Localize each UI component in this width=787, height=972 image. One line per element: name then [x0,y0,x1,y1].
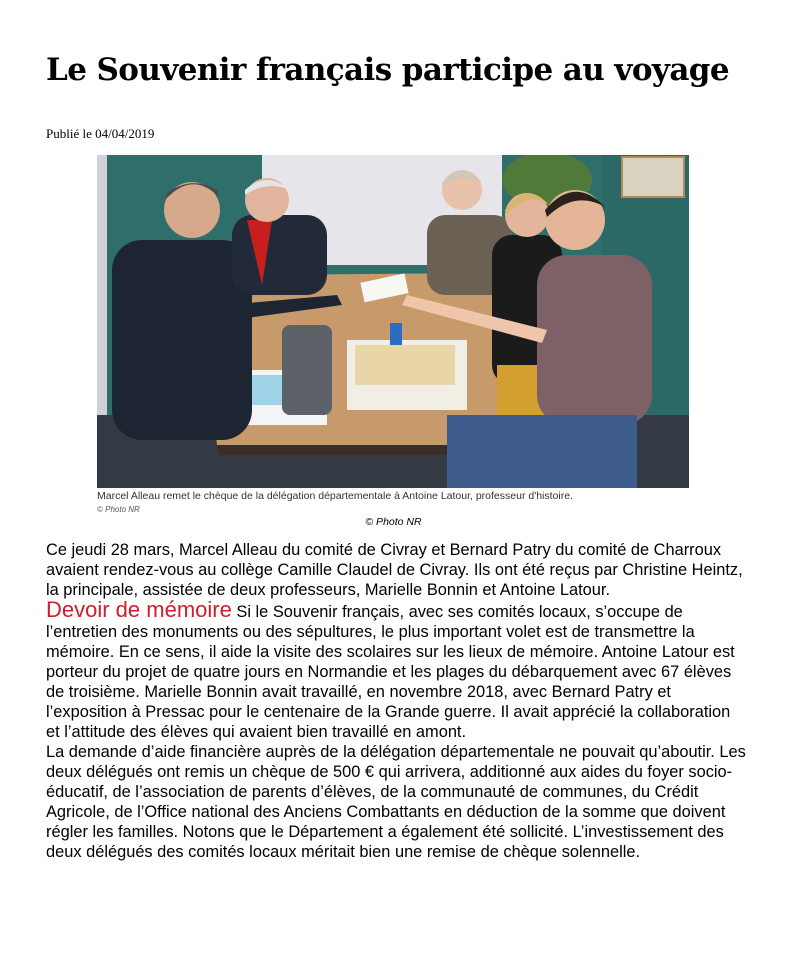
photo-credit: © Photo NR [365,516,422,528]
article-headline: Le Souvenir français participe au voyage [46,52,730,88]
article-photo [97,155,689,488]
subheading-devoir-de-memoire: Devoir de mémoire [46,597,232,622]
paragraph-devoir [46,597,746,742]
photo-caption-credit: © Photo NR [97,505,140,514]
photo-illustration [97,155,689,488]
paragraph-funding: La demande d’aide financière auprès de la délégation départementale ne pouvait qu’aboutir. Les deux délégués ont remis un chèque de 500 € qui arrivera, additionné aux aides du foyer socio-éducatif, de l’association de parents d’élèves, de la communauté de communes, du Crédit Agricole, de l’Office national des Anciens Combattants en déduction de la somme que doivent régler les familles. Notons que le Département a également été sollicité. L’investissement des deux délégués des comités locaux méritait bien une remise de chèque solennelle. [46,743,746,861]
article-body [46,540,746,862]
paragraph-devoir-text: Si le Souvenir français, avec ses comités locaux, s’occupe de l’entretien des monuments ou des sépultures, le plus important volet est de transmettre la mémoire. En ce sens, il aide la visite des scolaires sur les lieux de mémoire. Antoine Latour est porteur du projet de quatre jours en Normandie et les plages du débarquement avec 67 élèves de troisième. Marielle Bonnin avait travaillé, en novembre 2018, avec Bernard Patry et l’exposition à Pressac pour le centenaire de la Grande guerre. Il avait apprécié la collaboration et l’attitude des élèves qui avaient bien travaillé en amont. [46,603,735,741]
paragraph-intro: Ce jeudi 28 mars, Marcel Alleau du comité de Civray et Bernard Patry du comité de Charroux avaient rendez-vous au collège Camille Claudel de Civray. Ils ont été reçus par Christine Heintz, la principale, assistée de deux professeurs, Marielle Bonnin et Antoine Latour. [46,541,743,599]
photo-caption: Marcel Alleau remet le chèque de la délégation départementale à Antoine Latour, professeur d'histoire. [97,490,573,502]
publication-date: Publié le 04/04/2019 [46,126,155,141]
